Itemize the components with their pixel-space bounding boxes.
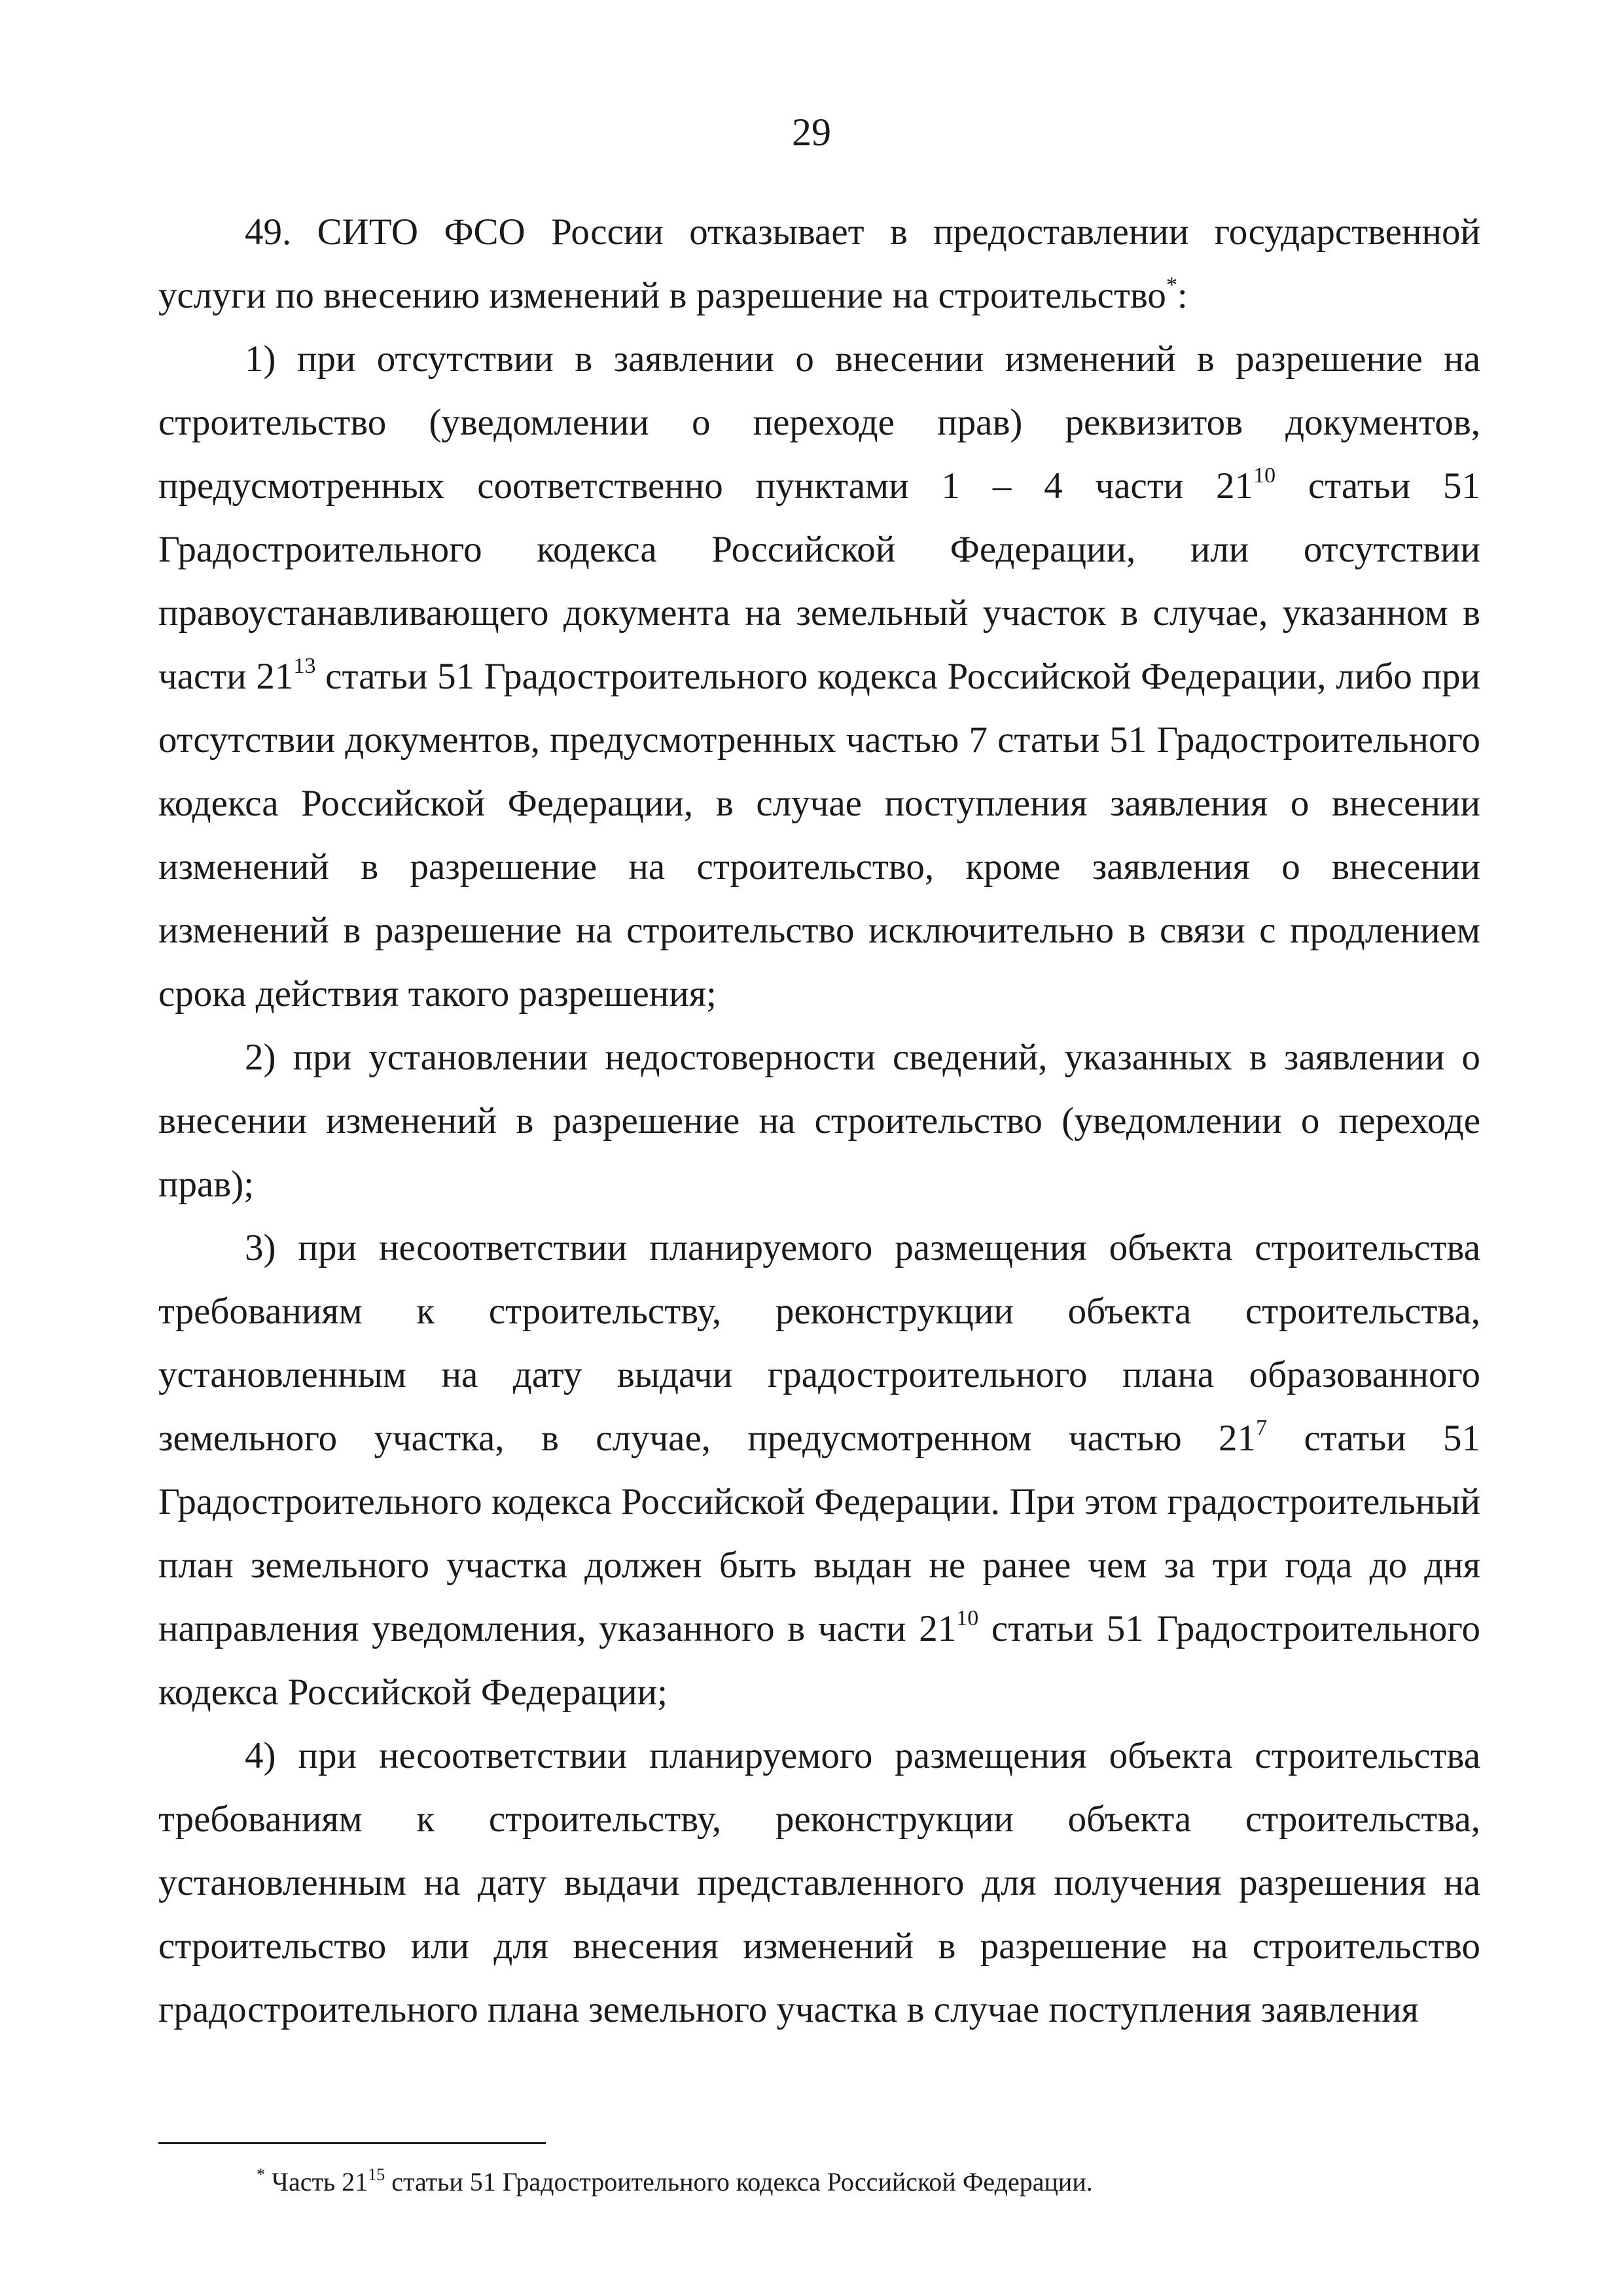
- superscript-index: 10: [956, 1606, 979, 1630]
- footnote: [257, 2164, 1487, 2200]
- superscript-index: 10: [1253, 463, 1276, 488]
- paragraph-item-3: [158, 1216, 1480, 1724]
- paragraph-49: [158, 200, 1480, 327]
- paragraph-text: 4) при несоответствии планируемого размещения объекта строительства требованиям к строительству, реконструкции объекта строительства, установленным на дату выдачи представленного для получения разрешения на строительство или для внесения изменений в разрешение на строительство градостроительного плана земельного участка в случае поступления заявления: [158, 1735, 1480, 2030]
- superscript-index: 15: [368, 2165, 385, 2184]
- paragraph-item-2: [158, 1026, 1480, 1216]
- paragraph-text: статьи 51 Градостроительного кодекса Российской Федерации, или отсутствии правоустанавливающего документа на земельный участок в случае, указанном в части 21: [158, 465, 1481, 697]
- page-number: 29: [792, 111, 831, 154]
- paragraph-text: статьи 51 Градостроительного кодекса Российской Федерации. При этом градостроительный план земельного участка должен быть выдан не ранее чем за три года до дня направления уведомления, указанного в части 21: [158, 1418, 1481, 1649]
- footnote-separator: [158, 2142, 546, 2144]
- superscript-index: 7: [1256, 1416, 1268, 1440]
- body-text: [158, 200, 1480, 2041]
- paragraph-text: 2) при установлении недостоверности сведений, указанных в заявлении о внесении изменений в разрешение на строительство (уведомлении о переходе прав);: [158, 1037, 1480, 1205]
- footnote-reference: *: [1166, 273, 1177, 297]
- superscript-index: 13: [293, 654, 316, 678]
- paragraph-text: 1) при отсутствии в заявлении о внесении изменений в разрешение на строительство (уведомлении о переходе прав) реквизитов документов, предусмотренных соответственно пунктами 1 – 4 части 21: [158, 338, 1480, 507]
- paragraph-text: :: [1177, 275, 1188, 316]
- paragraph-item-4: [158, 1724, 1480, 2041]
- footnote-mark: *: [257, 2165, 265, 2184]
- paragraph-text: 49. СИТО ФСО России отказывает в предоставлении государственной услуги по внесению изменений в разрешение на строительство: [158, 211, 1480, 316]
- footnote-text: статьи 51 Градостроительного кодекса Российской Федерации.: [385, 2167, 1093, 2197]
- footnote-text: Часть 21: [272, 2167, 368, 2197]
- paragraph-text: статьи 51 Градостроительного кодекса Российской Федерации, либо при отсутствии документов, предусмотренных частью 7 статьи 51 Градостроительного кодекса Российской Федерации, в случае поступления заявления о внесении изменений в разрешение на строительство, кроме заявления о внесении изменений в разрешение на строительство исключительно в связи с продлением срока действия такого разрешения;: [158, 656, 1480, 1014]
- paragraph-text: статьи 51 Градостроительного кодекса Российской Федерации;: [158, 1608, 1480, 1713]
- paragraph-text: 3) при несоответствии планируемого размещения объекта строительства требованиям к строительству, реконструкции объекта строительства, установленным на дату выдачи градостроительного плана образованного земельного участка, в случае, предусмотренном частью 21: [158, 1227, 1480, 1459]
- paragraph-item-1: [158, 327, 1480, 1026]
